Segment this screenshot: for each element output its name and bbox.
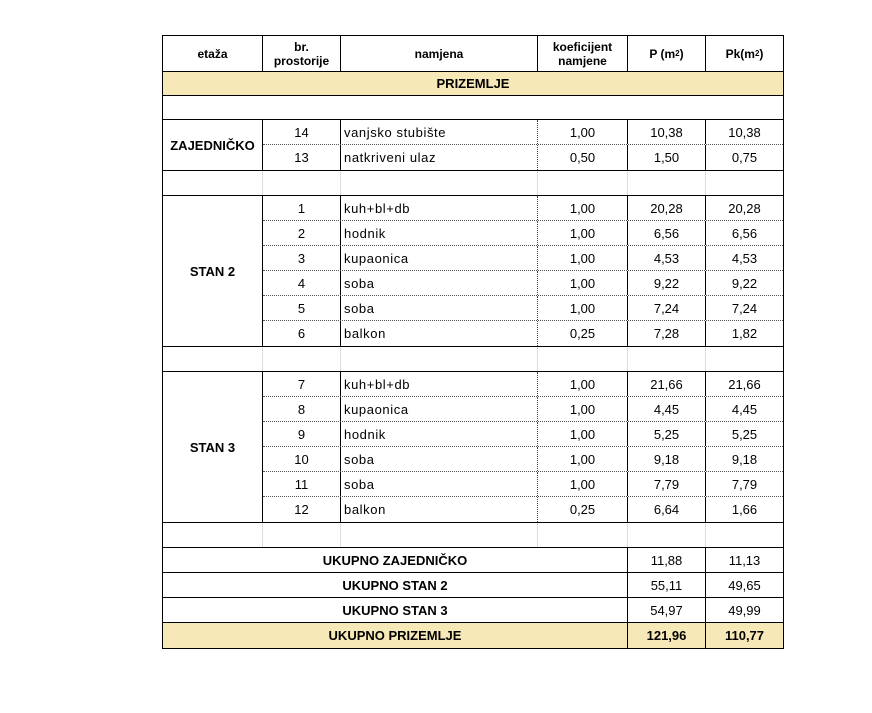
table-row bbox=[263, 296, 783, 321]
header-etaza: etaža bbox=[163, 36, 263, 71]
header-namjena: namjena bbox=[341, 36, 538, 71]
group-label: STAN 2 bbox=[163, 196, 263, 346]
room-number-cell: 1 bbox=[263, 196, 341, 220]
purpose-cell: kuh+bl+db bbox=[341, 196, 538, 220]
grand-total-pk: 110,77 bbox=[724, 628, 765, 643]
area-p-cell: 4,53 bbox=[628, 246, 706, 270]
room-number-cell: 2 bbox=[263, 221, 341, 245]
spacer-row bbox=[163, 171, 783, 196]
header-pk: Pk(m 2 ) bbox=[725, 46, 764, 61]
group-rows bbox=[263, 372, 783, 522]
total-row bbox=[163, 598, 783, 623]
coefficient-cell: 0,50 bbox=[538, 145, 628, 170]
area-p-cell: 21,66 bbox=[628, 372, 706, 396]
coefficient-cell: 1,00 bbox=[538, 246, 628, 270]
area-pk-cell: 7,79 bbox=[731, 476, 758, 492]
spacer-row bbox=[163, 523, 783, 548]
room-number-cell: 14 bbox=[263, 120, 341, 144]
room-number-cell: 7 bbox=[263, 372, 341, 396]
area-p-cell: 6,64 bbox=[628, 497, 706, 522]
purpose-cell: soba bbox=[341, 271, 538, 295]
header-p: P (m 2 ) bbox=[628, 36, 706, 71]
coefficient-cell: 1,00 bbox=[538, 472, 628, 496]
area-pk-cell: 10,38 bbox=[728, 124, 761, 140]
table-row bbox=[263, 221, 783, 246]
coefficient-cell: 1,00 bbox=[538, 271, 628, 295]
grand-total-p: 121,96 bbox=[628, 623, 706, 648]
group-block bbox=[163, 196, 783, 347]
table-row bbox=[263, 472, 783, 497]
room-number-cell: 12 bbox=[263, 497, 341, 522]
room-number-cell: 6 bbox=[263, 321, 341, 346]
section-title: PRIZEMLJE bbox=[436, 76, 510, 91]
area-p-cell: 4,45 bbox=[628, 397, 706, 421]
area-p-cell: 20,28 bbox=[628, 196, 706, 220]
area-pk-cell: 9,18 bbox=[731, 451, 758, 467]
total-label: UKUPNO STAN 3 bbox=[163, 598, 628, 622]
grand-total-label: UKUPNO PRIZEMLJE bbox=[163, 623, 628, 648]
room-number-cell: 13 bbox=[263, 145, 341, 170]
area-p-cell: 9,22 bbox=[628, 271, 706, 295]
table-header bbox=[163, 36, 783, 72]
table-row bbox=[263, 145, 783, 170]
area-pk-cell: 1,66 bbox=[731, 502, 758, 517]
groups-container bbox=[163, 120, 783, 548]
total-label: UKUPNO STAN 2 bbox=[163, 573, 628, 597]
coefficient-cell: 1,00 bbox=[538, 397, 628, 421]
grand-total-row bbox=[163, 623, 783, 648]
room-number-cell: 10 bbox=[263, 447, 341, 471]
purpose-cell: natkriveni ulaz bbox=[341, 145, 538, 170]
purpose-cell: kupaonica bbox=[341, 246, 538, 270]
table-row bbox=[263, 321, 783, 346]
room-number-cell: 5 bbox=[263, 296, 341, 320]
coefficient-cell: 1,00 bbox=[538, 296, 628, 320]
purpose-cell: soba bbox=[341, 472, 538, 496]
table-row bbox=[263, 196, 783, 221]
table-row bbox=[263, 372, 783, 397]
area-p-cell: 7,79 bbox=[628, 472, 706, 496]
totals-container bbox=[163, 548, 783, 623]
table-row bbox=[263, 271, 783, 296]
area-pk-cell: 4,53 bbox=[731, 250, 758, 266]
total-row bbox=[163, 548, 783, 573]
coefficient-cell: 0,25 bbox=[538, 497, 628, 522]
table-row bbox=[263, 397, 783, 422]
purpose-cell: hodnik bbox=[341, 221, 538, 245]
total-row bbox=[163, 573, 783, 598]
purpose-cell: soba bbox=[341, 447, 538, 471]
area-pk-cell: 7,24 bbox=[731, 300, 758, 316]
total-pk: 49,65 bbox=[728, 577, 761, 593]
group-rows bbox=[263, 120, 783, 170]
header-koeficijent: koeficijent namjene bbox=[538, 36, 628, 71]
area-pk-cell: 5,25 bbox=[731, 426, 758, 442]
room-number-cell: 4 bbox=[263, 271, 341, 295]
section-title-row bbox=[163, 72, 783, 96]
group-block bbox=[163, 120, 783, 171]
group-label: ZAJEDNIČKO bbox=[163, 120, 263, 170]
room-number-cell: 11 bbox=[263, 472, 341, 496]
total-p: 11,88 bbox=[628, 548, 706, 572]
area-pk-cell: 1,82 bbox=[731, 326, 758, 341]
purpose-cell: hodnik bbox=[341, 422, 538, 446]
total-p: 54,97 bbox=[628, 598, 706, 622]
area-table bbox=[162, 35, 784, 649]
total-label: UKUPNO ZAJEDNIČKO bbox=[163, 548, 628, 572]
table-row bbox=[263, 447, 783, 472]
purpose-cell: balkon bbox=[341, 321, 538, 346]
coefficient-cell: 1,00 bbox=[538, 447, 628, 471]
coefficient-cell: 1,00 bbox=[538, 196, 628, 220]
spacer-row bbox=[163, 96, 783, 120]
coefficient-cell: 1,00 bbox=[538, 422, 628, 446]
room-number-cell: 9 bbox=[263, 422, 341, 446]
table-row bbox=[263, 497, 783, 522]
area-pk-cell: 9,22 bbox=[731, 275, 758, 291]
purpose-cell: kuh+bl+db bbox=[341, 372, 538, 396]
area-pk-cell: 21,66 bbox=[728, 376, 761, 392]
purpose-cell: soba bbox=[341, 296, 538, 320]
area-pk-cell: 6,56 bbox=[731, 225, 758, 241]
total-p: 55,11 bbox=[628, 573, 706, 597]
spacer-row bbox=[163, 347, 783, 372]
total-pk: 11,13 bbox=[728, 552, 761, 568]
area-pk-cell: 4,45 bbox=[731, 401, 758, 417]
coefficient-cell: 1,00 bbox=[538, 372, 628, 396]
group-label: STAN 3 bbox=[163, 372, 263, 522]
coefficient-cell: 1,00 bbox=[538, 221, 628, 245]
area-p-cell: 9,18 bbox=[628, 447, 706, 471]
area-p-cell: 1,50 bbox=[628, 145, 706, 170]
coefficient-cell: 1,00 bbox=[538, 120, 628, 144]
purpose-cell: vanjsko stubište bbox=[341, 120, 538, 144]
room-number-cell: 8 bbox=[263, 397, 341, 421]
area-p-cell: 6,56 bbox=[628, 221, 706, 245]
area-pk-cell: 20,28 bbox=[728, 200, 761, 216]
group-rows bbox=[263, 196, 783, 346]
table-row bbox=[263, 120, 783, 145]
purpose-cell: kupaonica bbox=[341, 397, 538, 421]
table-row bbox=[263, 422, 783, 447]
area-p-cell: 7,24 bbox=[628, 296, 706, 320]
area-p-cell: 10,38 bbox=[628, 120, 706, 144]
coefficient-cell: 0,25 bbox=[538, 321, 628, 346]
purpose-cell: balkon bbox=[341, 497, 538, 522]
group-block bbox=[163, 372, 783, 523]
area-pk-cell: 0,75 bbox=[731, 150, 758, 165]
header-br: br. prostorije bbox=[263, 36, 341, 71]
table-row bbox=[263, 246, 783, 271]
total-pk: 49,99 bbox=[728, 602, 761, 618]
area-p-cell: 7,28 bbox=[628, 321, 706, 346]
area-p-cell: 5,25 bbox=[628, 422, 706, 446]
room-number-cell: 3 bbox=[263, 246, 341, 270]
